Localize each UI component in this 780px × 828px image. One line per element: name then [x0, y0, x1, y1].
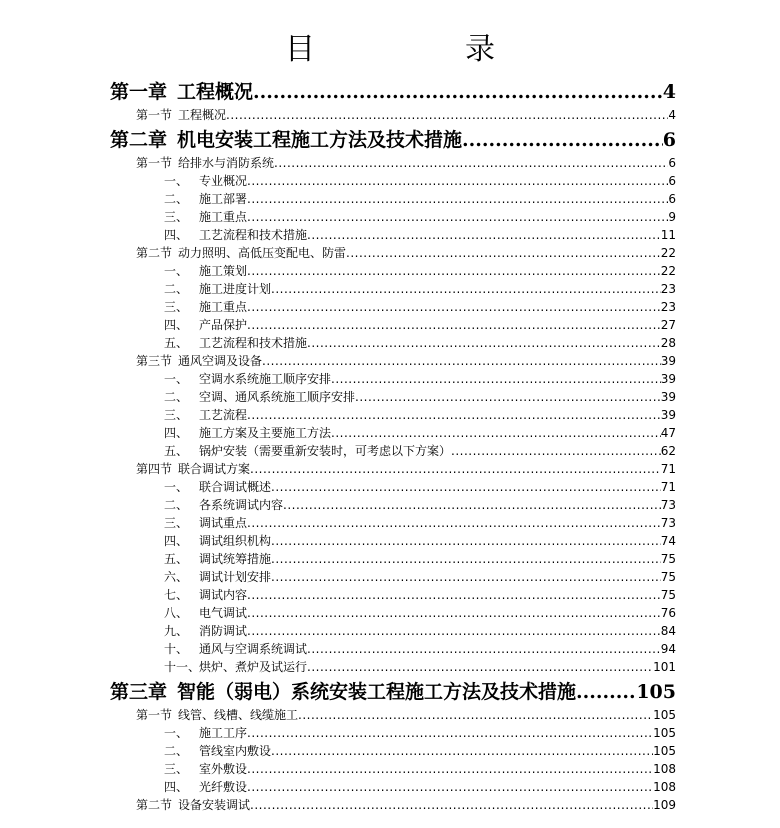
toc-page-number: 94 — [660, 642, 676, 656]
toc-entry-title: 调试计划安排 — [199, 570, 272, 584]
toc-dot-leader — [274, 154, 668, 172]
toc-dot-leader — [271, 280, 661, 298]
toc-dot-leader — [250, 460, 661, 478]
toc-subsection-entry[interactable] — [164, 190, 676, 208]
toc-entry-number: 三、 — [164, 516, 189, 530]
toc-page-number: 39 — [660, 354, 676, 368]
toc-subsection-entry[interactable] — [164, 742, 676, 760]
toc-entry-number: 四、 — [164, 780, 189, 794]
toc-entry-title: 施工工序 — [199, 726, 248, 740]
toc-entry-number: 四、 — [164, 318, 189, 332]
toc-entry-number: 第二节 — [136, 246, 173, 260]
toc-entry-number: 六、 — [164, 570, 189, 584]
toc-dot-leader — [271, 742, 653, 760]
toc-subsection-entry[interactable] — [164, 424, 676, 442]
toc-chapter-entry[interactable] — [110, 680, 676, 704]
toc-entry-number: 二、 — [164, 282, 189, 296]
toc-entry-title: 给排水与消防系统 — [178, 156, 275, 170]
toc-dot-leader — [247, 778, 653, 796]
toc-page-number: 4 — [668, 108, 676, 122]
toc-dot-leader — [355, 388, 661, 406]
toc-page-number: 74 — [660, 534, 676, 548]
toc-entry-number: 第一章 — [110, 81, 168, 103]
toc-page-number: 105 — [653, 726, 676, 740]
toc-section-entry[interactable] — [136, 796, 676, 814]
toc-entry-title: 施工方案及主要施工方法 — [199, 426, 332, 440]
toc-entry-title: 机电安装工程施工方法及技术措施 — [177, 129, 463, 151]
toc-page-number: 11 — [660, 228, 676, 242]
toc-dot-leader — [283, 496, 661, 514]
toc-entry-number: 第三节 — [136, 354, 173, 368]
toc-section-entry[interactable] — [136, 154, 676, 172]
toc-page-number: 105 — [653, 708, 676, 722]
toc-entry-title: 工艺流程 — [199, 408, 248, 422]
page-title: 目 录 — [285, 32, 555, 67]
toc-entry-title: 工艺流程和技术措施 — [199, 336, 308, 350]
toc-dot-leader — [247, 724, 653, 742]
toc-dot-leader — [331, 424, 661, 442]
toc-entry-number: 第二节 — [136, 798, 173, 812]
toc-dot-leader — [247, 604, 661, 622]
toc-subsection-entry[interactable] — [164, 388, 676, 406]
toc-page-number: 75 — [660, 588, 676, 602]
toc-page-number: 39 — [660, 408, 676, 422]
toc-entry-number: 一、 — [164, 174, 189, 188]
toc-entry-title: 施工策划 — [199, 264, 248, 278]
toc-page-number: 71 — [660, 462, 676, 476]
toc-subsection-entry[interactable] — [164, 586, 676, 604]
toc-subsection-entry[interactable] — [164, 370, 676, 388]
toc-page-number: 108 — [653, 762, 676, 776]
toc-entry-number: 十、 — [164, 642, 189, 656]
toc-subsection-entry[interactable] — [164, 280, 676, 298]
toc-dot-leader — [346, 244, 661, 262]
toc-section-entry[interactable] — [136, 460, 676, 478]
toc-dot-leader — [247, 172, 668, 190]
toc-entry-title: 调试统筹措施 — [199, 552, 272, 566]
toc-dot-leader — [271, 568, 661, 586]
toc-entry-title: 调试内容 — [199, 588, 248, 602]
toc-page-number: 105 — [636, 681, 676, 703]
toc-dot-leader — [271, 550, 661, 568]
toc-page-number: 71 — [660, 480, 676, 494]
toc-entry-title: 施工部署 — [199, 192, 248, 206]
toc-entry-number: 五、 — [164, 444, 189, 458]
toc-dot-leader — [250, 796, 653, 814]
toc-entry-title: 调试组织机构 — [199, 534, 272, 548]
toc-page-number: 101 — [653, 660, 676, 674]
toc-subsection-entry[interactable] — [164, 658, 676, 676]
toc-dot-leader — [247, 262, 661, 280]
toc-page-number: 75 — [660, 552, 676, 566]
toc-subsection-entry[interactable] — [164, 760, 676, 778]
toc-subsection-entry[interactable] — [164, 316, 676, 334]
toc-entry-number: 四、 — [164, 228, 189, 242]
toc-subsection-entry[interactable] — [164, 226, 676, 244]
toc-dot-leader — [247, 316, 661, 334]
toc-page-number: 109 — [653, 798, 676, 812]
toc-page-number: 6 — [668, 174, 676, 188]
toc-subsection-entry[interactable] — [164, 172, 676, 190]
toc-subsection-entry[interactable] — [164, 298, 676, 316]
toc-entry-number: 二、 — [164, 192, 189, 206]
toc-entry-title: 通风与空调系统调试 — [199, 642, 308, 656]
toc-page-number: 6 — [668, 156, 676, 170]
toc-entry-title: 管线室内敷设 — [199, 744, 272, 758]
toc-page-number: 6 — [668, 192, 676, 206]
toc-dot-leader — [462, 128, 663, 152]
toc-section-entry[interactable] — [136, 706, 676, 724]
toc-page-number: 22 — [660, 246, 676, 260]
toc-entry-title: 空调、通风系统施工顺序安排 — [199, 390, 356, 404]
toc-entry-title: 空调水系统施工顺序安排 — [199, 372, 332, 386]
toc-page-number: 39 — [660, 390, 676, 404]
toc-subsection-entry[interactable] — [164, 478, 676, 496]
toc-dot-leader — [253, 80, 663, 104]
toc-entry-number: 三、 — [164, 762, 189, 776]
toc-entry-title: 通风空调及设备 — [178, 354, 263, 368]
toc-entry-number: 第一节 — [136, 708, 173, 722]
toc-dot-leader — [247, 622, 661, 640]
toc-entry-title: 室外敷设 — [199, 762, 248, 776]
toc-dot-leader — [247, 514, 661, 532]
toc-entry-number: 二、 — [164, 390, 189, 404]
toc-entry-number: 一、 — [164, 372, 189, 386]
toc-entry-number: 第三章 — [110, 681, 168, 703]
toc-dot-leader — [247, 406, 661, 424]
toc-subsection-entry[interactable] — [164, 514, 676, 532]
toc-entry-number: 十一、 — [164, 660, 201, 674]
toc-subsection-entry[interactable] — [164, 208, 676, 226]
toc-subsection-entry[interactable] — [164, 568, 676, 586]
toc-page-number: 22 — [660, 264, 676, 278]
toc-dot-leader — [307, 640, 661, 658]
toc-subsection-entry[interactable] — [164, 442, 676, 460]
toc-dot-leader — [226, 106, 668, 124]
toc-entry-title: 工程概况 — [177, 81, 254, 103]
toc-dot-leader — [307, 334, 661, 352]
toc-entry-title: 锅炉安装（需要重新安装时，可考虑以下方案） — [199, 444, 452, 458]
toc-entry-number: 第四节 — [136, 462, 173, 476]
toc-entry-title: 光纤敷设 — [199, 780, 248, 794]
toc-dot-leader — [247, 190, 668, 208]
toc-entry-number: 八、 — [164, 606, 189, 620]
toc-section-entry[interactable] — [136, 244, 676, 262]
toc-page-number: 76 — [660, 606, 676, 620]
toc-entry-number: 第二章 — [110, 129, 168, 151]
toc-dot-leader — [271, 478, 661, 496]
toc-subsection-entry[interactable] — [164, 406, 676, 424]
toc-subsection-entry[interactable] — [164, 550, 676, 568]
toc-dot-leader — [451, 442, 661, 460]
toc-subsection-entry[interactable] — [164, 724, 676, 742]
toc-page-number: 75 — [660, 570, 676, 584]
toc-entry-number: 七、 — [164, 588, 189, 602]
toc-dot-leader — [307, 226, 661, 244]
toc-page-number: 23 — [660, 300, 676, 314]
toc-dot-leader — [271, 532, 661, 550]
toc-subsection-entry[interactable] — [164, 640, 676, 658]
toc-page-number: 73 — [660, 516, 676, 530]
toc-page-number: 47 — [660, 426, 676, 440]
toc-entry-number: 一、 — [164, 480, 189, 494]
toc-entry-title: 烘炉、煮炉及试运行 — [199, 660, 308, 674]
toc-page-number: 6 — [662, 129, 676, 151]
toc-entry-number: 二、 — [164, 744, 189, 758]
toc-entry-title: 联合调试方案 — [178, 462, 251, 476]
toc-page-number: 27 — [660, 318, 676, 332]
toc-subsection-entry[interactable] — [164, 622, 676, 640]
toc-entry-title: 产品保护 — [199, 318, 248, 332]
toc-dot-leader — [247, 208, 668, 226]
toc-page-number: 105 — [653, 744, 676, 758]
toc-dot-leader — [331, 370, 661, 388]
toc-page-number: 62 — [660, 444, 676, 458]
toc-dot-leader — [262, 352, 661, 370]
toc-entry-number: 五、 — [164, 552, 189, 566]
toc-entry-number: 四、 — [164, 426, 189, 440]
toc-page-number: 73 — [660, 498, 676, 512]
toc-entry-number: 一、 — [164, 264, 189, 278]
toc-dot-leader — [298, 706, 653, 724]
toc-entry-title: 联合调试概述 — [199, 480, 272, 494]
toc-entry-title: 施工重点 — [199, 300, 248, 314]
toc-entry-number: 三、 — [164, 408, 189, 422]
toc-entry-number: 二、 — [164, 498, 189, 512]
toc-entry-title: 电气调试 — [199, 606, 248, 620]
toc-page-number: 4 — [662, 81, 676, 103]
toc-subsection-entry[interactable] — [164, 778, 676, 796]
toc-entry-title: 设备安装调试 — [178, 798, 251, 812]
toc-entry-number: 四、 — [164, 534, 189, 548]
toc-entry-title: 消防调试 — [199, 624, 248, 638]
toc-entry-title: 动力照明、高低压变配电、防雷 — [178, 246, 347, 260]
toc-dot-leader — [247, 760, 653, 778]
toc-entry-title: 智能（弱电）系统安装工程施工方法及技术措施 — [177, 681, 577, 703]
toc-section-entry[interactable] — [136, 106, 676, 124]
toc-entry-number: 五、 — [164, 336, 189, 350]
toc-subsection-entry[interactable] — [164, 532, 676, 550]
toc-page-number: 84 — [660, 624, 676, 638]
toc-page-number: 28 — [660, 336, 676, 350]
toc-dot-leader — [247, 298, 661, 316]
toc-subsection-entry[interactable] — [164, 262, 676, 280]
toc-dot-leader — [247, 586, 661, 604]
toc-section-entry[interactable] — [136, 352, 676, 370]
toc-page-number: 9 — [668, 210, 676, 224]
toc-entry-title: 调试重点 — [199, 516, 248, 530]
toc-page-number: 23 — [660, 282, 676, 296]
toc-entry-title: 各系统调试内容 — [199, 498, 284, 512]
toc-dot-leader — [307, 658, 653, 676]
toc-chapter-entry[interactable] — [110, 80, 676, 104]
toc-subsection-entry[interactable] — [164, 604, 676, 622]
toc-entry-number: 第一节 — [136, 156, 173, 170]
toc-subsection-entry[interactable] — [164, 334, 676, 352]
toc-entry-title: 工程概况 — [178, 108, 227, 122]
toc-page-number: 39 — [660, 372, 676, 386]
toc-entry-title: 施工进度计划 — [199, 282, 272, 296]
toc-entry-title: 施工重点 — [199, 210, 248, 224]
toc-entry-number: 九、 — [164, 624, 189, 638]
toc-entry-number: 一、 — [164, 726, 189, 740]
toc-entry-title: 线管、线槽、线缆施工 — [178, 708, 299, 722]
toc-entry-number: 三、 — [164, 210, 189, 224]
toc-chapter-entry[interactable] — [110, 128, 676, 152]
toc-dot-leader — [576, 680, 636, 704]
toc-entry-number: 三、 — [164, 300, 189, 314]
toc-page-number: 108 — [653, 780, 676, 794]
toc-entry-number: 第一节 — [136, 108, 173, 122]
toc-entry-title: 专业概况 — [199, 174, 248, 188]
toc-subsection-entry[interactable] — [164, 496, 676, 514]
toc-entry-title: 工艺流程和技术措施 — [199, 228, 308, 242]
